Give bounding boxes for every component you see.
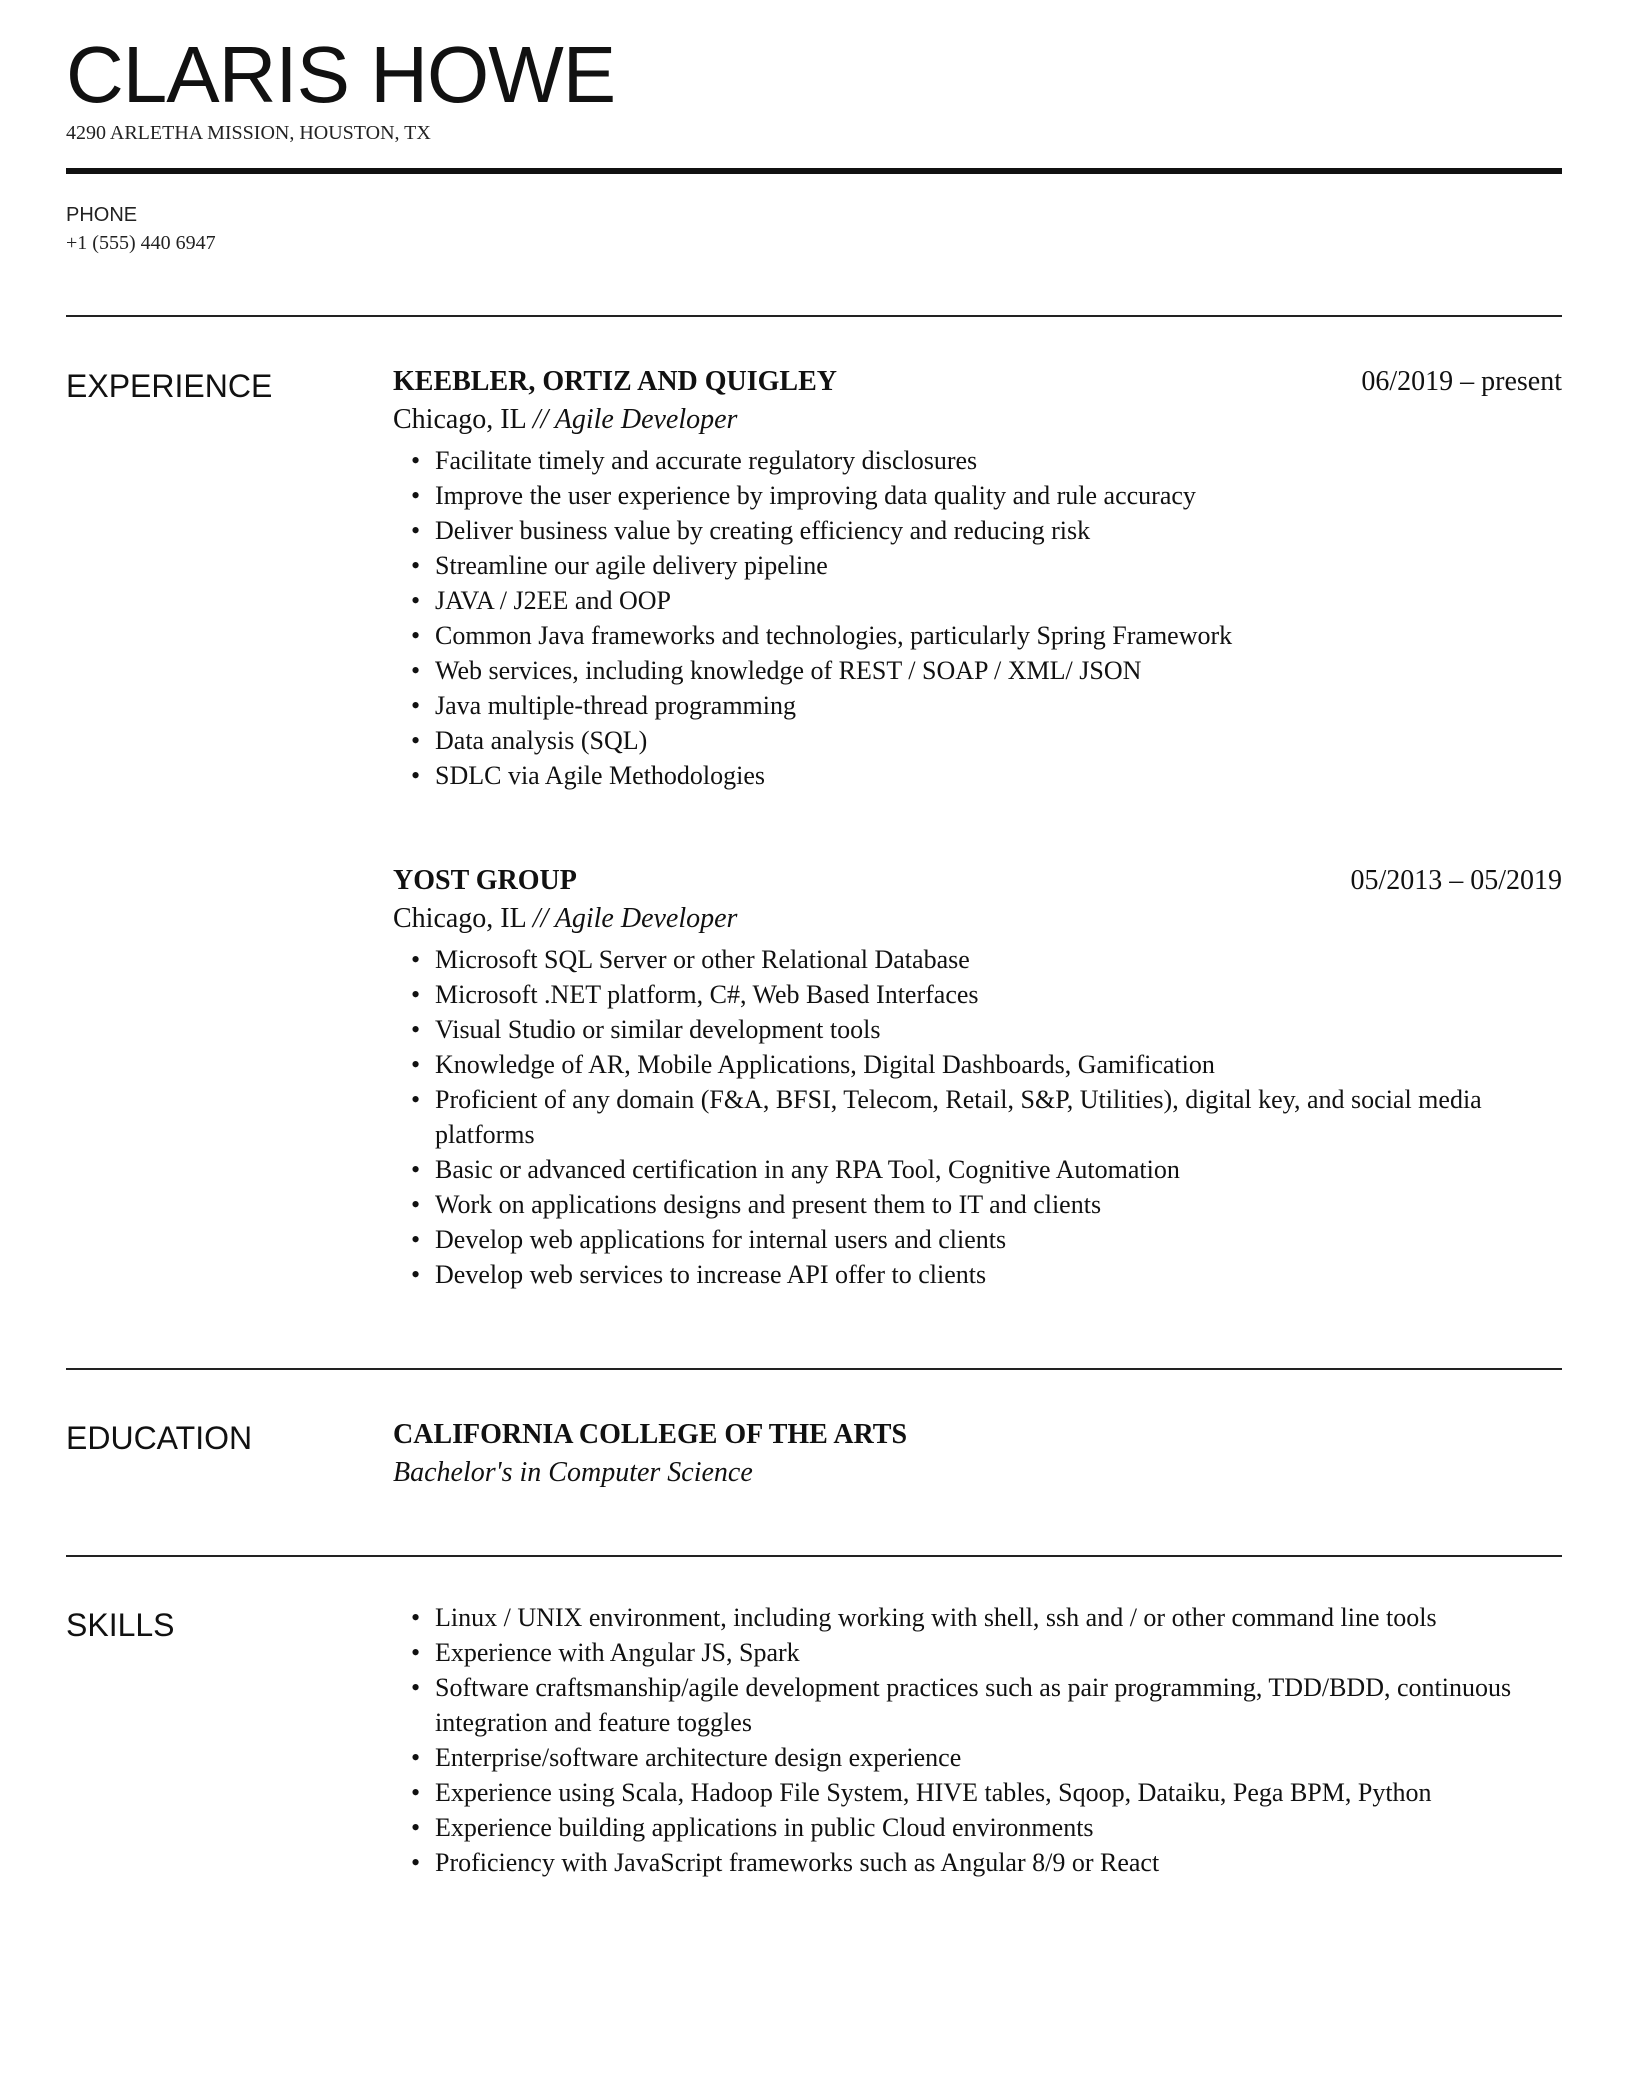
job-dates: 06/2019 – present xyxy=(1361,366,1562,397)
list-item: • SDLC via Agile Methodologies xyxy=(435,758,1562,793)
list-item: • Facilitate timely and accurate regulatory disclosures xyxy=(435,443,1562,478)
list-item: • Web services, including knowledge of REST / SOAP / XML/ JSON xyxy=(435,653,1562,688)
list-item: • Microsoft .NET platform, C#, Web Based Interfaces xyxy=(435,977,1562,1012)
experience-job-2 xyxy=(393,862,1562,1292)
education-divider xyxy=(66,1555,1562,1557)
list-item: • JAVA / J2EE and OOP xyxy=(435,583,1562,618)
list-item: • Enterprise/software architecture design experience xyxy=(435,1740,1562,1775)
list-item: • Develop web services to increase API offer to clients xyxy=(435,1257,1562,1292)
list-item: • Experience using Scala, Hadoop File System, HIVE tables, Sqoop, Dataiku, Pega BPM, Python xyxy=(435,1775,1562,1810)
section-title-skills: SKILLS xyxy=(66,1607,175,1643)
job-company: KEEBLER, ORTIZ AND QUIGLEY xyxy=(393,366,838,397)
list-item: • Knowledge of AR, Mobile Applications, Digital Dashboards, Gamification xyxy=(435,1047,1562,1082)
list-item: • Common Java frameworks and technologies, particularly Spring Framework xyxy=(435,618,1562,653)
education-entry xyxy=(393,1416,1562,1492)
job-role: // Agile Developer xyxy=(532,903,738,934)
list-item: • Linux / UNIX environment, including working with shell, ssh and / or other command line tools xyxy=(435,1600,1562,1635)
experience-job-1 xyxy=(393,363,1562,793)
skills-entry xyxy=(393,1600,1562,1880)
job-company: YOST GROUP xyxy=(393,865,577,896)
experience-divider xyxy=(66,1368,1562,1370)
job-bullets xyxy=(393,443,1562,793)
list-item: • Basic or advanced certification in any RPA Tool, Cognitive Automation xyxy=(435,1152,1562,1187)
education-school: CALIFORNIA COLLEGE OF THE ARTS xyxy=(393,1419,908,1450)
job-location: Chicago, IL xyxy=(393,404,526,435)
job-role: // Agile Developer xyxy=(532,404,738,435)
header-divider xyxy=(66,168,1562,174)
candidate-name: CLARIS HOWE xyxy=(66,30,616,119)
job-bullets xyxy=(393,942,1562,1292)
list-item: • Proficiency with JavaScript frameworks such as Angular 8/9 or React xyxy=(435,1845,1562,1880)
job-header xyxy=(393,363,1562,401)
list-item: • Visual Studio or similar development tools xyxy=(435,1012,1562,1047)
list-item: • Develop web applications for internal users and clients xyxy=(435,1222,1562,1257)
list-item: • Streamline our agile delivery pipeline xyxy=(435,548,1562,583)
contact-divider xyxy=(66,315,1562,317)
section-title-experience: EXPERIENCE xyxy=(66,368,273,404)
list-item: • Improve the user experience by improving data quality and rule accuracy xyxy=(435,478,1562,513)
phone-value: +1 (555) 440 6947 xyxy=(66,232,216,254)
list-item: • Work on applications designs and present them to IT and clients xyxy=(435,1187,1562,1222)
job-header xyxy=(393,862,1562,900)
phone-label: PHONE xyxy=(66,204,138,226)
job-location: Chicago, IL xyxy=(393,903,526,934)
list-item: • Deliver business value by creating efficiency and reducing risk xyxy=(435,513,1562,548)
candidate-address: 4290 ARLETHA MISSION, HOUSTON, TX xyxy=(66,122,431,144)
list-item: • Data analysis (SQL) xyxy=(435,723,1562,758)
list-item: • Microsoft SQL Server or other Relational Database xyxy=(435,942,1562,977)
list-item: • Software craftsmanship/agile development practices such as pair programming, TDD/BDD, continuous integration and feature toggles xyxy=(435,1670,1562,1740)
list-item: • Experience building applications in public Cloud environments xyxy=(435,1810,1562,1845)
list-item: • Proficient of any domain (F&A, BFSI, Telecom, Retail, S&P, Utilities), digital key, and social media platforms xyxy=(435,1082,1562,1152)
section-title-education: EDUCATION xyxy=(66,1420,253,1456)
job-dates: 05/2013 – 05/2019 xyxy=(1350,865,1562,896)
job-subline xyxy=(393,900,1562,938)
skills-bullets xyxy=(393,1600,1562,1880)
list-item: • Java multiple-thread programming xyxy=(435,688,1562,723)
job-subline xyxy=(393,401,1562,439)
education-degree: Bachelor's in Computer Science xyxy=(393,1457,753,1488)
list-item: • Experience with Angular JS, Spark xyxy=(435,1635,1562,1670)
